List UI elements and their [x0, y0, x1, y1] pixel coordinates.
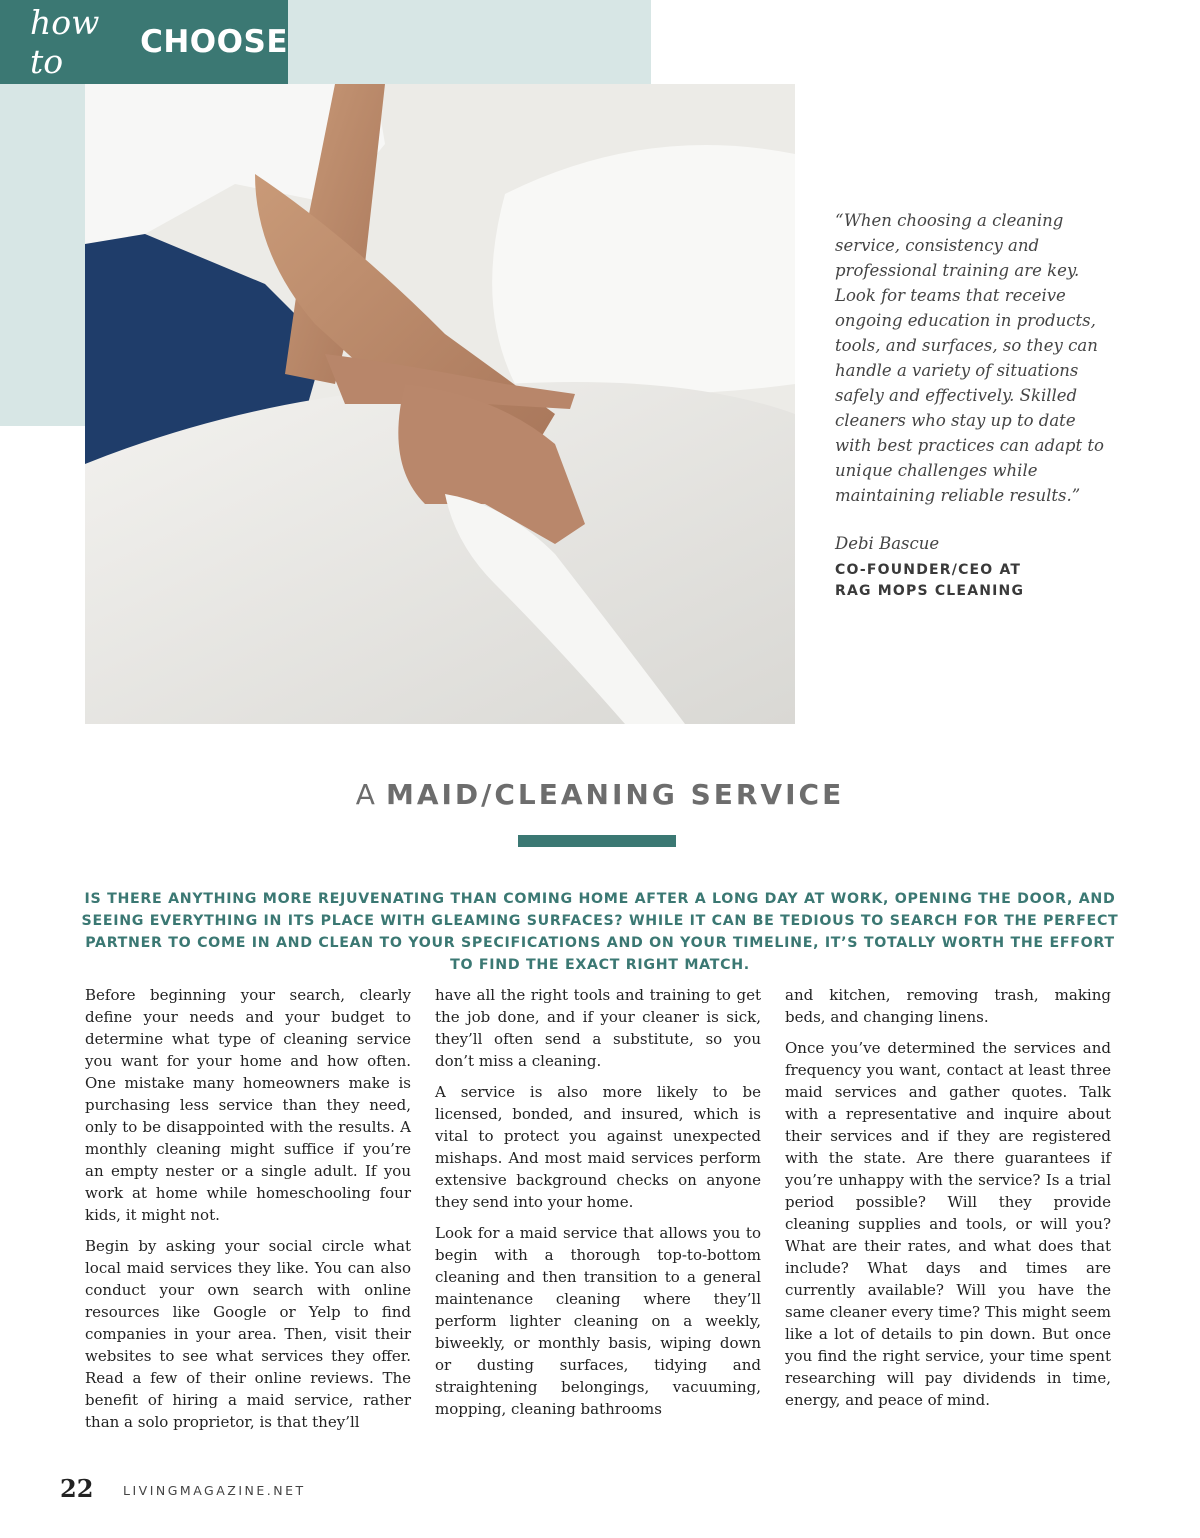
page-number: 22	[60, 1474, 94, 1503]
title-divider	[518, 835, 676, 847]
body-column-1	[85, 984, 411, 1442]
section-title-prefix: A	[355, 778, 378, 811]
body-column-2	[435, 984, 761, 1429]
body-column-3	[785, 984, 1111, 1420]
body-paragraph: have all the right tools and training to get the job done, and if your cleaner is sick, they’ll often send a substitute, so you don’t miss a cleaning.	[435, 986, 761, 1070]
body-paragraph: Before beginning your search, clearly define your needs and your budget to determine what type of cleaning service you want for your home and how often. One mistake many homeowners make is purchasing less service than they need, only to be disappointed with the results. A monthly cleaning might suffice if you’re an empty nester or a single adult. If you work at home while homeschooling four kids, it might not.	[85, 986, 411, 1224]
quote-title-line: CO-FOUNDER/CEO AT	[835, 562, 1022, 578]
footer-site-url: LIVINGMAGAZINE.NET	[123, 1483, 306, 1498]
section-title-main: MAID/CLEANING SERVICE	[385, 778, 845, 811]
bed-making-photo	[85, 84, 795, 724]
body-paragraph: Once you’ve determined the services and frequency you want, contact at least three maid services and gather quotes. Talk with a representative and inquire about their services and if they are registered with the state. Are there guarantees if you’re unhappy with the service? Is a trial period possible? Will they provide cleaning supplies and tools, or will you? What are their rates, and what does that include? What days and times are currently available? Will you have the same cleaner every time? This might seem like a lot of details to pin down. But once you find the right service, your time spent researching will pay dividends in time, energy, and peace of mind.	[785, 1039, 1111, 1409]
section-title	[0, 778, 1200, 811]
body-paragraph: A service is also more likely to be licensed, bonded, and insured, which is vital to protect you against unexpected mishaps. And most maid services perform extensive background checks on anyone they send into your home.	[435, 1083, 761, 1211]
section-header-tab	[0, 0, 288, 84]
pull-quote: “When choosing a cleaning service, consistency and professional training are key. Look for teams that receive ongoing education in products, tools, and surfaces, so they can handle a variety of situations safely and effectively. Skilled cleaners who stay up to date with best practices can adapt to unique challenges while maintaining reliable results.”	[835, 211, 1104, 505]
quote-author: Debi Bascue	[835, 534, 940, 553]
body-paragraph: Look for a maid service that allows you to begin with a thorough top-to-bottom cleaning and then transition to a general maintenance cleaning where they’ll perform lighter cleaning on a weekly, biweekly, or monthly basis, wiping down or dusting surfaces, tidying and straightening belongings, vacuuming, mopping, cleaning bathrooms	[435, 1224, 761, 1418]
side-tint-band	[0, 84, 85, 426]
intro-deck: IS THERE ANYTHING MORE REJUVENATING THAN COMING HOME AFTER A LONG DAY AT WORK, OPENING THE DOOR, AND SEEING EVERYTHING IN ITS PLACE WITH GLEAMING SURFACES? WHILE IT CAN BE TEDIOUS TO SEARCH FOR THE PERFECT PARTNER TO COME IN AND CLEAN TO YOUR SPECIFICATIONS AND ON YOUR TIMELINE, IT’S TOTALLY WORTH THE EFFORT TO FIND THE EXACT RIGHT MATCH.	[81, 891, 1119, 973]
body-paragraph: Begin by asking your social circle what local maid services they like. You can also conduct your own search with online resources like Google or Yelp to find companies in your area. Then, visit their websites to see what services they offer. Read a few of their online reviews. The benefit of hiring a maid service, rather than a solo proprietor, is that they’ll	[85, 1237, 411, 1431]
quote-author-title	[835, 560, 1095, 602]
body-paragraph: and kitchen, removing trash, making beds, and changing linens.	[785, 986, 1111, 1026]
header-script-text: how to	[30, 3, 100, 81]
quote-title-line: RAG MOPS CLEANING	[835, 583, 1025, 599]
photo-illustration	[85, 84, 795, 724]
header-caps-text: CHOOSE	[140, 24, 288, 60]
header-tint-band	[288, 0, 651, 84]
